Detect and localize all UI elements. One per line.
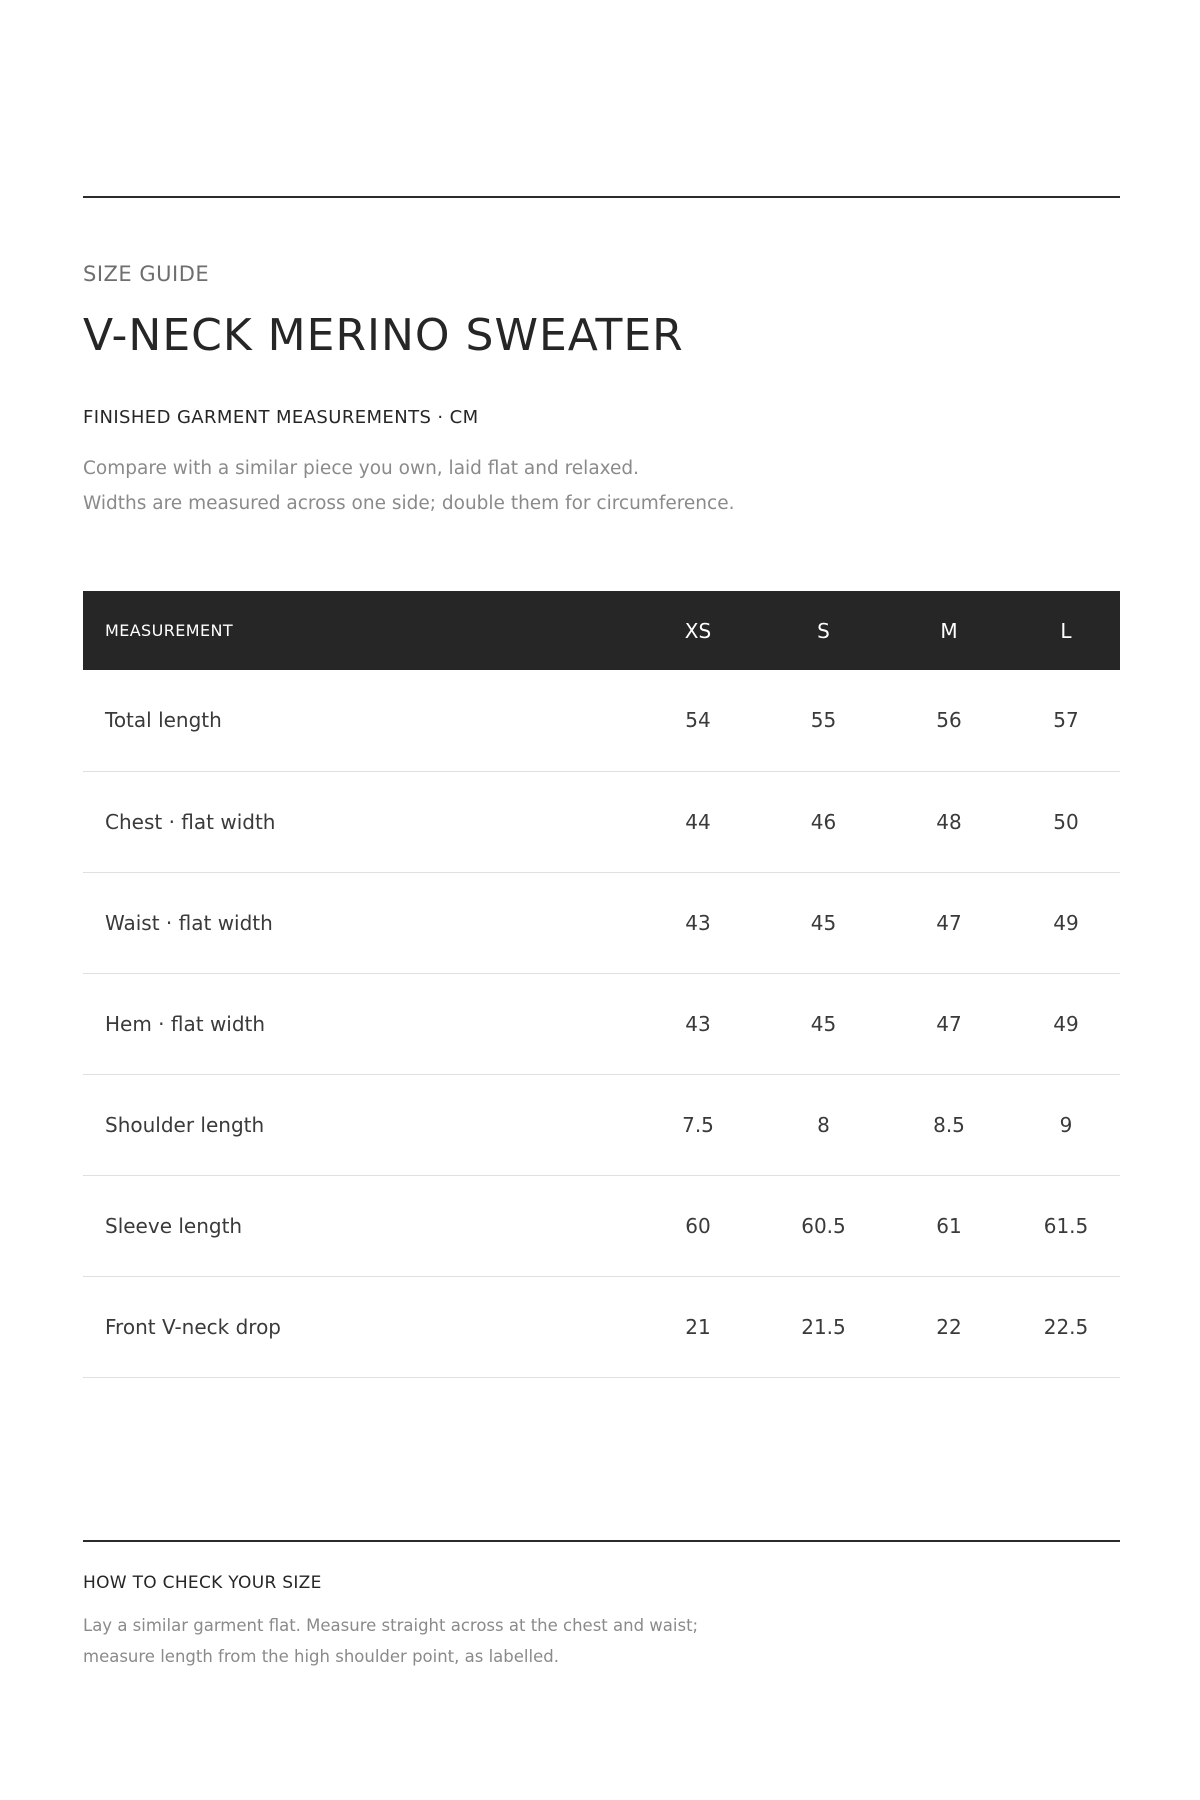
intro-line: Compare with a similar piece you own, laid flat and relaxed.	[83, 458, 640, 479]
cell-value: 9	[1059, 1112, 1073, 1137]
table-row	[83, 1175, 1120, 1276]
cell-value: 60	[685, 1213, 711, 1238]
table-row	[83, 973, 1120, 1074]
cell-value: 7.5	[682, 1112, 714, 1137]
size-guide-page	[83, 0, 1120, 1800]
cell-value: 8.5	[933, 1112, 965, 1137]
size-table	[83, 591, 1120, 1378]
table-row	[83, 1276, 1120, 1377]
page-title: V-NECK MERINO SWEATER	[83, 310, 684, 361]
row-label: Hem · flat width	[105, 1011, 266, 1036]
cell-value: 54	[685, 708, 711, 733]
cell-value: 8	[817, 1112, 830, 1137]
cell-value: 56	[936, 708, 962, 733]
row-label: Chest · flat width	[105, 809, 276, 834]
cell-value: 60.5	[801, 1213, 846, 1238]
cell-value: 22	[936, 1314, 962, 1339]
cell-value: 43	[685, 1011, 711, 1036]
top-divider	[83, 196, 1120, 198]
how-to-heading: HOW TO CHECK YOUR SIZE	[83, 1573, 322, 1593]
table-row	[83, 1074, 1120, 1175]
cell-value: 22.5	[1043, 1314, 1089, 1339]
cell-value: 49	[1053, 910, 1079, 935]
cell-value: 50	[1053, 809, 1079, 834]
cell-value: 21.5	[801, 1314, 846, 1339]
cell-value: 43	[685, 910, 711, 935]
eyebrow-label: SIZE GUIDE	[83, 262, 210, 286]
cell-value: 49	[1053, 1011, 1079, 1036]
column-header-s: S	[817, 618, 830, 643]
how-to-text	[83, 1610, 698, 1672]
row-label: Sleeve length	[105, 1213, 243, 1238]
bottom-divider	[83, 1540, 1120, 1542]
table-row	[83, 771, 1120, 872]
table-row	[83, 670, 1120, 771]
cell-value: 55	[810, 708, 837, 733]
cell-value: 45	[810, 1011, 837, 1036]
cell-value: 47	[936, 910, 962, 935]
column-header-l: L	[1060, 618, 1072, 643]
cell-value: 61.5	[1043, 1213, 1089, 1238]
cell-value: 57	[1053, 708, 1079, 733]
table-row	[83, 872, 1120, 973]
cell-value: 21	[685, 1314, 711, 1339]
row-label: Total length	[105, 708, 222, 733]
column-header-measurement: MEASUREMENT	[105, 621, 234, 640]
cell-value: 48	[936, 809, 962, 834]
cell-value: 45	[810, 910, 837, 935]
row-label: Front V-neck drop	[105, 1314, 281, 1339]
table-header-row	[83, 591, 1120, 670]
cell-value: 46	[810, 809, 837, 834]
cell-value: 44	[685, 809, 711, 834]
intro-text	[83, 451, 734, 521]
intro-line: Widths are measured across one side; double them for circumference.	[83, 493, 735, 514]
column-header-m: M	[940, 618, 958, 643]
cell-value: 61	[936, 1213, 962, 1238]
cell-value: 47	[936, 1011, 962, 1036]
how-to-line: measure length from the high shoulder point, as labelled.	[83, 1647, 559, 1666]
row-label: Waist · flat width	[105, 910, 273, 935]
how-to-line: Lay a similar garment flat. Measure straight across at the chest and waist;	[83, 1616, 699, 1635]
column-header-xs: XS	[684, 618, 712, 643]
measurements-subheading: FINISHED GARMENT MEASUREMENTS · CM	[83, 407, 479, 428]
row-label: Shoulder length	[105, 1112, 265, 1137]
